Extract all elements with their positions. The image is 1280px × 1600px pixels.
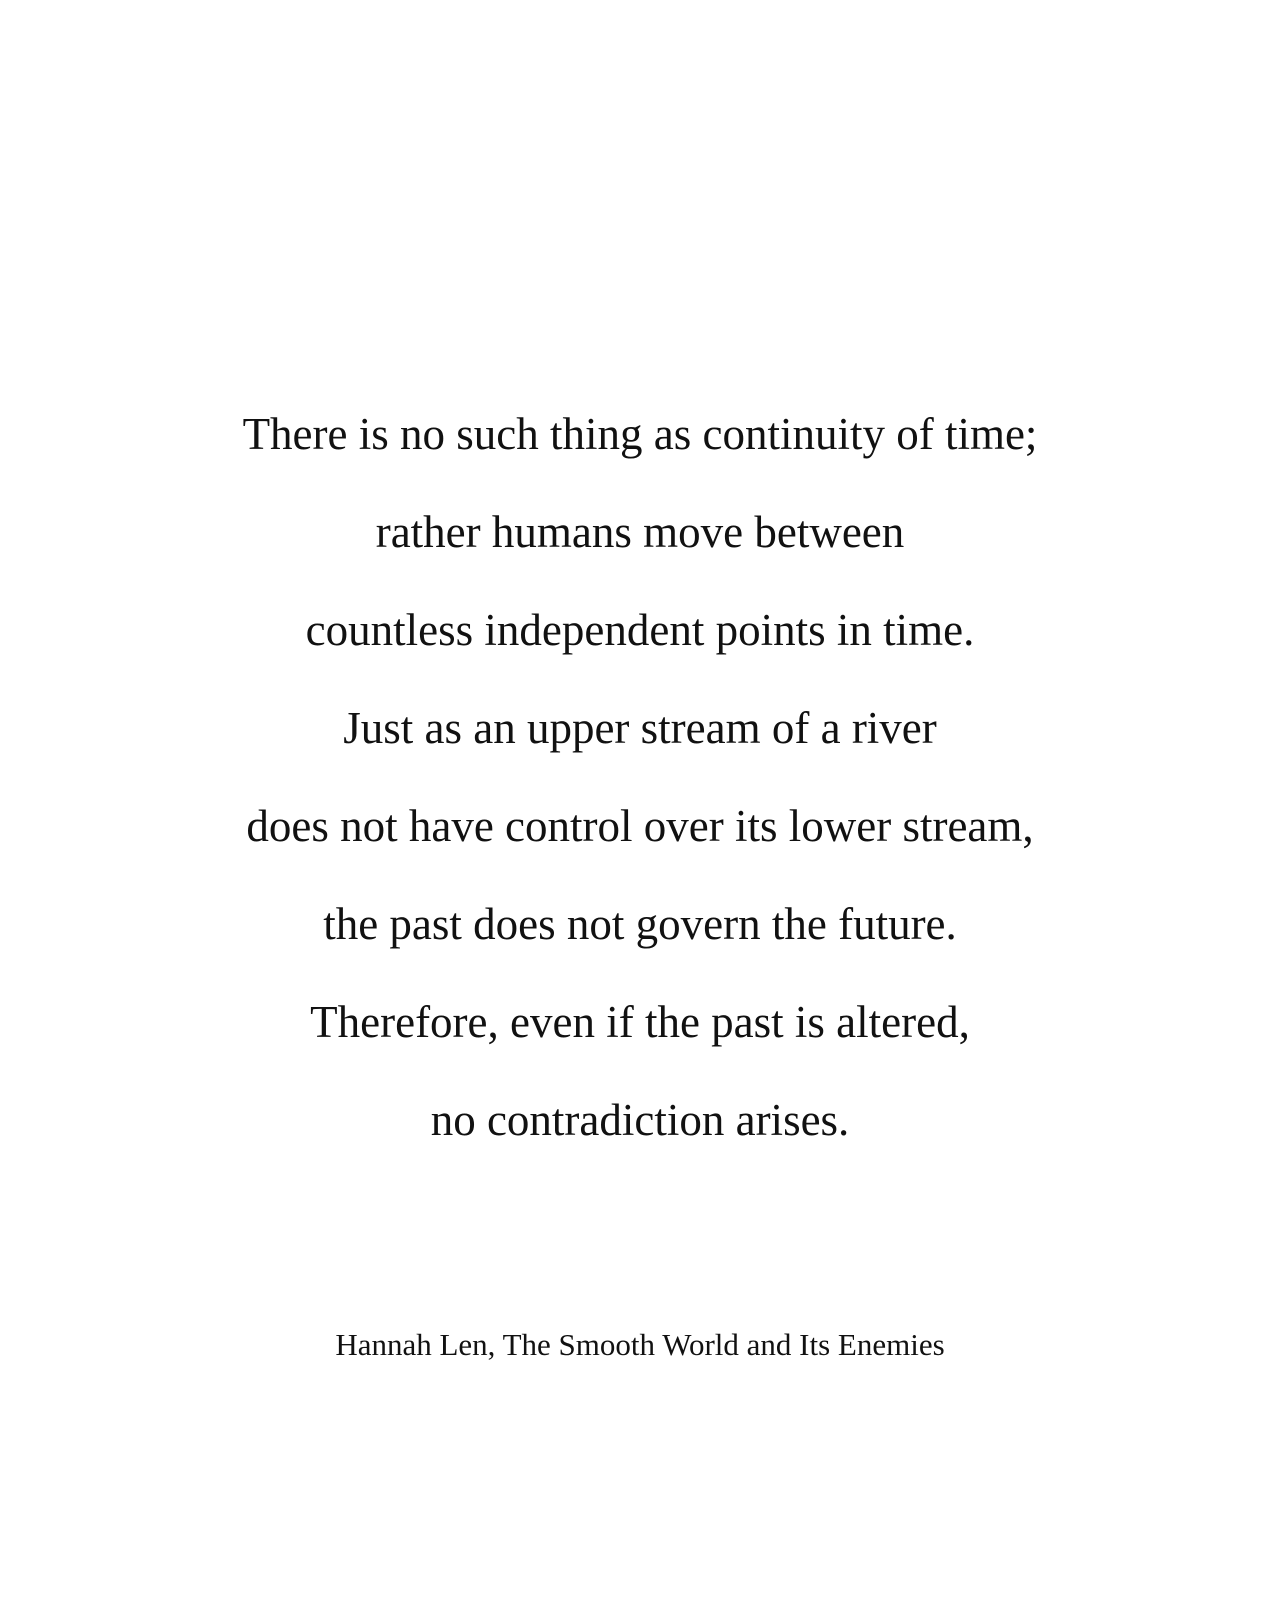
quote-attribution: Hannah Len, The Smooth World and Its Enemies: [335, 1327, 945, 1362]
quote-line-8: no contradiction arises.: [430, 1095, 850, 1145]
quote-line-3: countless independent points in time.: [305, 605, 975, 655]
quote-line-4: Just as an upper stream of a river: [343, 703, 937, 753]
quote-line-7: Therefore, even if the past is altered,: [310, 997, 970, 1047]
quote-line-1: There is no such thing as continuity of time;: [242, 409, 1038, 459]
quote-block: [0, 385, 1280, 1169]
quote-line-5: does not have control over its lower stream,: [246, 801, 1034, 851]
quote-line-2: rather humans move between: [375, 507, 905, 557]
quote-line-6: the past does not govern the future.: [323, 899, 957, 949]
